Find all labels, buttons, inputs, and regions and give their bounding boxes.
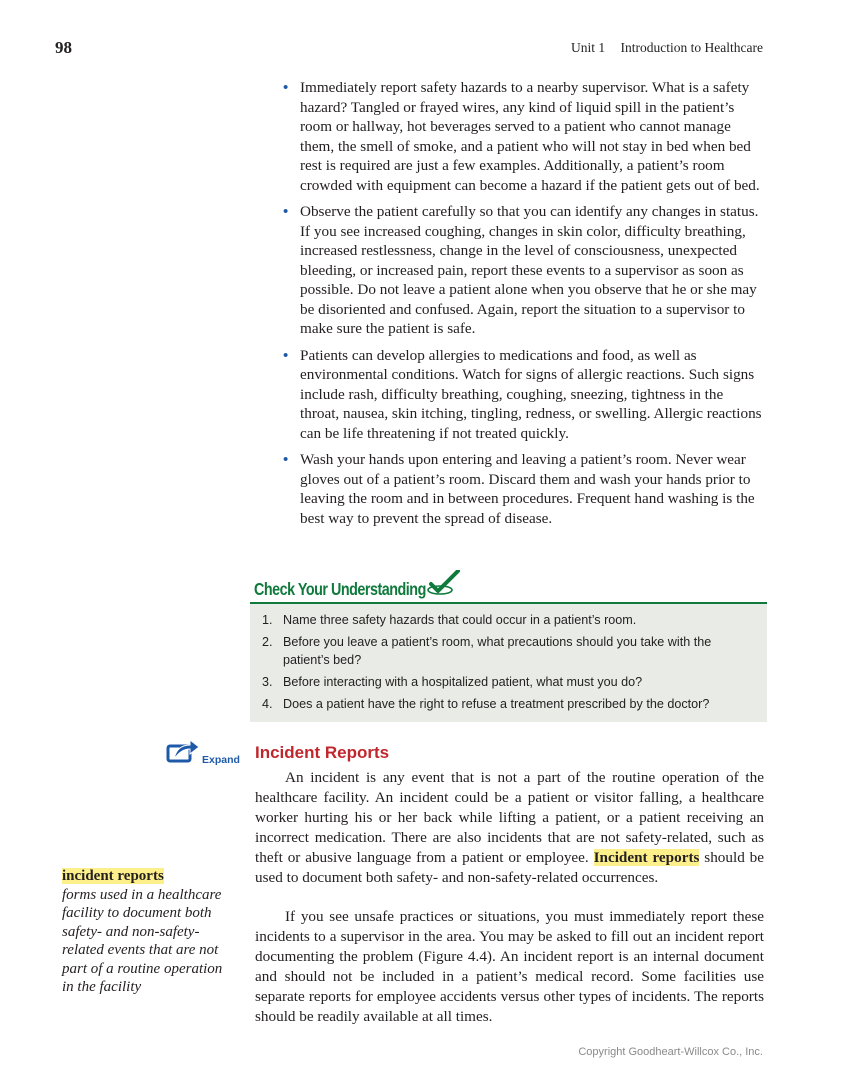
section-heading: Incident Reports xyxy=(255,743,390,762)
bullet-dot-icon: • xyxy=(283,203,289,220)
expand-button[interactable] xyxy=(166,737,240,768)
unit-label: Unit 1 xyxy=(571,40,606,55)
copyright-footer: Copyright Goodheart-Willcox Co., Inc. xyxy=(578,1046,763,1058)
cyu-title: Check Your Understanding xyxy=(254,579,426,599)
check-your-understanding-box xyxy=(250,575,767,722)
bullet-dot-icon: • xyxy=(283,79,289,96)
cyu-question: 2. Before you leave a patient’s room, what precautions should you take with the patient’s bed? xyxy=(262,635,712,667)
chapter-title: Introduction to Healthcare xyxy=(620,40,763,55)
glossary-term: incident reports xyxy=(62,868,164,884)
bullet-item: • Patients can develop allergies to medications and food, as well as environmental conditions. Watch for signs of allergic reactions. Such signs include rash, difficulty breathing, coughing, sneezing, tightness in the throat, nausea, skin itching, tingling, redness, or swelling. Allergic reactions can be life threatening if not treated quickly. xyxy=(283,346,762,442)
bullet-item: • Wash your hands upon entering and leaving a patient’s room. Never wear gloves out of a patient’s room. Discard them and wash your hands prior to leaving the room and in between procedures. Frequent hand washing is the best way to prevent the spread of disease. xyxy=(283,451,755,527)
incident-paragraph-2: If you see unsafe practices or situations, you must immediately report these incidents to a supervisor in the area. You may be asked to fill out an incident report documenting the problem (Figure 4.4). An incident report is an internal document and should not be included in a patient’s medical record. Some facilities use separate reports for employee accidents versus other types of incidents. The reports should be readily available at all times. xyxy=(255,908,764,1025)
cyu-question: 3. Before interacting with a hospitalized patient, what must you do? xyxy=(262,675,643,689)
glossary-sidebar xyxy=(62,867,237,997)
bullet-dot-icon: • xyxy=(283,451,289,468)
key-term-highlight: Incident reports xyxy=(593,849,700,866)
cyu-question-panel xyxy=(250,604,767,722)
expand-label: Expand xyxy=(202,754,240,766)
running-head xyxy=(571,40,763,56)
cyu-header xyxy=(250,575,767,604)
bullet-item: • Immediately report safety hazards to a nearby supervisor. What is a safety hazard? Tangled or frayed wires, any kind of liquid spill in the patient’s room or hallway, hot beverages served to a patient who cannot manage them, the smell of smoke, and a patient who will not stay in bed when bed rest is required are just a few examples. Additionally, a patient’s room crowded with equipment can become a hazard if the patient gets out of bed. xyxy=(283,79,760,194)
cyu-question: 4. Does a patient have the right to refuse a treatment prescribed by the doctor? xyxy=(262,697,710,711)
incident-paragraph-1: An incident is any event that is not a part of the routine operation of the healthcare facility. An incident could be a patient or visitor falling, a healthcare worker hurting his or her back while lifting a patient, or a patient receiving an incorrect medication. There are also incidents that are not safety-related, such as theft or abusive language from a patient or employee. Incident reports should be used to document both safety- and non-safety-related occurrences. xyxy=(255,769,765,886)
expand-arrow-icon xyxy=(166,737,200,768)
page-number: 98 xyxy=(55,38,72,57)
cyu-question: 1. Name three safety hazards that could occur in a patient’s room. xyxy=(262,613,637,627)
glossary-definition: forms used in a healthcare facility to document both safety- and non-safety-related events that are not part of a routine operation in the facility xyxy=(62,886,223,995)
bullet-item: • Observe the patient carefully so that you can identify any changes in status. If you see increased coughing, changes in skin color, difficulty breathing, increased restlessness, change in the level of consciousness, unexpected bleeding, or increased pain, report these events to a supervisor as soon as possible. Do not leave a patient alone when you observe that he or she may be disoriented and confused. Again, report the situation to a supervisor to make sure the patient is safe. xyxy=(283,203,759,337)
checkmark-icon xyxy=(426,570,462,601)
bullet-dot-icon: • xyxy=(283,346,289,364)
safety-bullet-list xyxy=(283,78,763,535)
